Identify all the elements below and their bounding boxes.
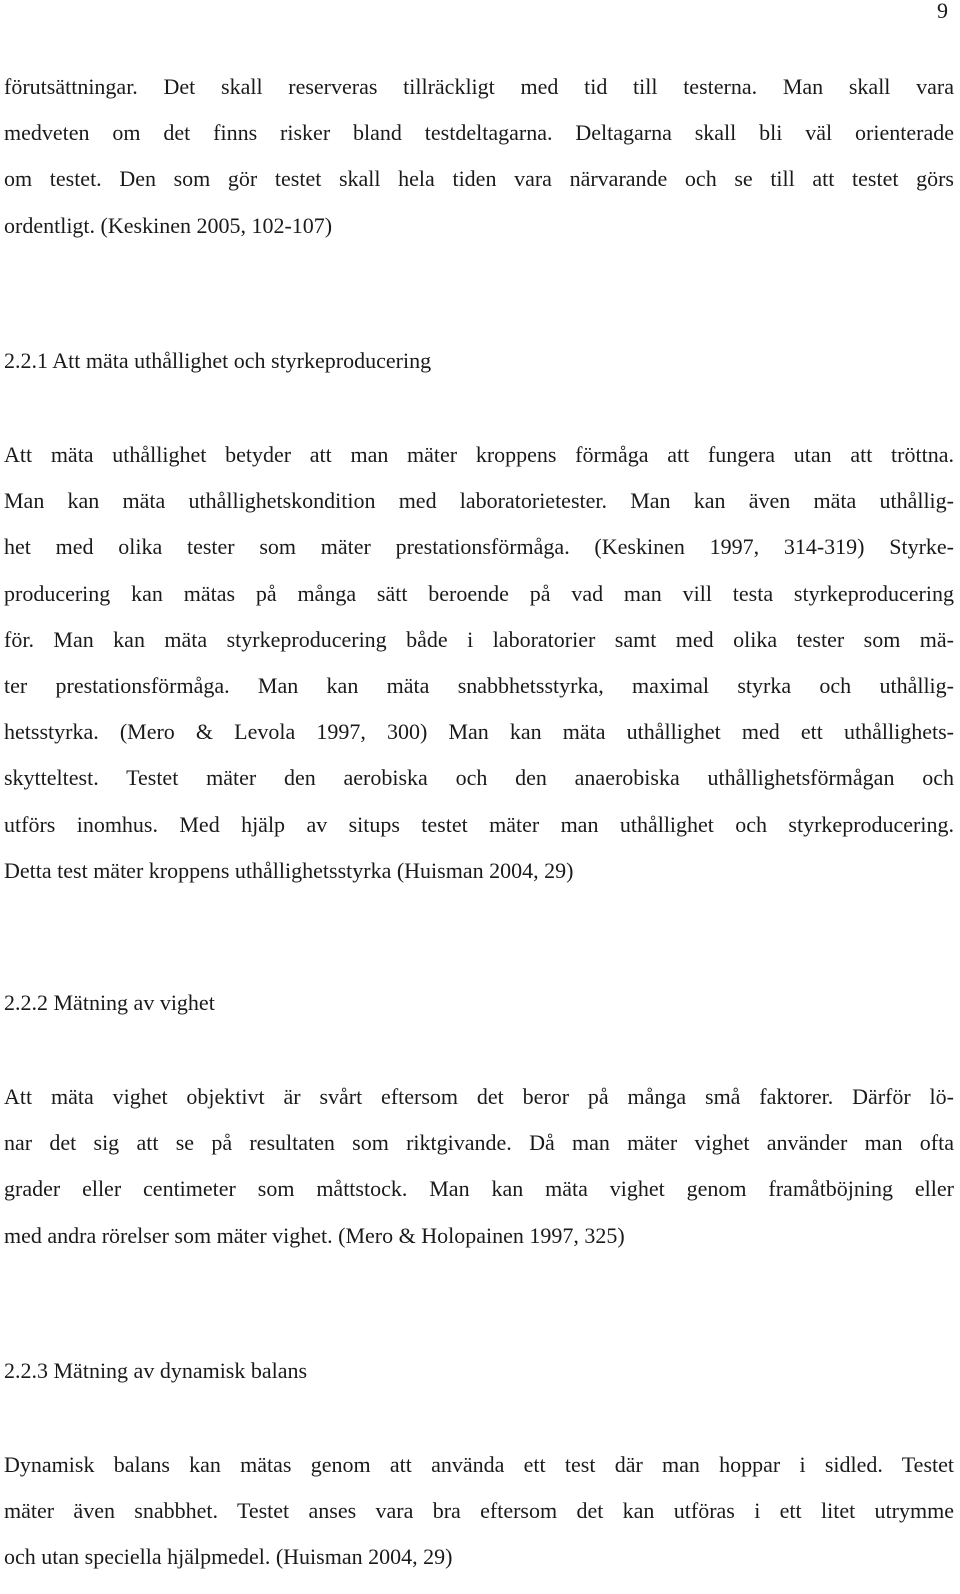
text-line: skytteltest. Testet mäter den aerobiska och den anaerobiska uthållighetsförmågan och [4, 765, 954, 791]
paragraph-balance [4, 1442, 954, 1581]
text-line: ordentligt. (Keskinen 2005, 102-107) [4, 212, 333, 238]
text-line: ter prestationsförmåga. Man kan mäta snabbhetsstyrka, maximal styrka och uthållig- [4, 673, 954, 699]
text-line: mäter även snabbhet. Testet anses vara bra eftersom det kan utföras i ett litet utrymme [4, 1498, 954, 1524]
text-line: Att mäta vighet objektivt är svårt eftersom det beror på många små faktorer. Därför lö- [4, 1084, 954, 1109]
text-line: Man kan mäta uthållighetskondition med laboratorietester. Man kan även mäta uthållig- [4, 488, 954, 514]
text-line: utförs inomhus. Med hjälp av situps testet mäter man uthållighet och styrkeproducering. [4, 811, 954, 837]
section-heading-flexibility: 2.2.2 Mätning av vighet [4, 990, 215, 1015]
text-line: om testet. Den som gör testet skall hela tiden vara närvarande och se till att testet görs [4, 166, 954, 192]
paragraph-flexibility [4, 1074, 954, 1259]
text-line: hetsstyrka. (Mero & Levola 1997, 300) Man kan mäta uthållighet med ett uthållighets- [4, 719, 954, 745]
text-line: Detta test mäter kroppens uthållighetsstyrka (Huisman 2004, 29) [4, 857, 574, 883]
text-line: producering kan mätas på många sätt beroende på vad man vill testa styrkeproducering [4, 580, 954, 606]
text-line: nar det sig att se på resultaten som riktgivande. Då man mäter vighet använder man ofta [4, 1130, 954, 1156]
text-line: Att mäta uthållighet betyder att man mäter kroppens förmåga att fungera utan att tröttna. [4, 442, 954, 467]
text-line: med andra rörelser som mäter vighet. (Mero & Holopainen 1997, 325) [4, 1222, 625, 1248]
text-line: het med olika tester som mäter prestationsförmåga. (Keskinen 1997, 314-319) Styrke- [4, 534, 954, 560]
text-line: förutsättningar. Det skall reserveras tillräckligt med tid till testerna. Man skall vara [4, 74, 954, 99]
paragraph-intro [4, 64, 954, 249]
text-line: grader eller centimeter som måttstock. Man kan mäta vighet genom framåtböjning eller [4, 1176, 954, 1202]
text-line: Dynamisk balans kan mätas genom att använda ett test där man hoppar i sidled. Testet [4, 1452, 954, 1477]
paragraph-endurance [4, 432, 954, 894]
text-line: för. Man kan mäta styrkeproducering både i laboratorier samt med olika tester som mä- [4, 626, 954, 652]
text-line: medveten om det finns risker bland testdeltagarna. Deltagarna skall bli väl orienterade [4, 120, 954, 146]
section-heading-balance: 2.2.3 Mätning av dynamisk balans [4, 1358, 308, 1383]
text-line: och utan speciella hjälpmedel. (Huisman 2004, 29) [4, 1544, 453, 1570]
section-heading-endurance: 2.2.1 Att mäta uthållighet och styrkeproducering [4, 348, 432, 373]
page-number: 9 [937, 0, 948, 23]
